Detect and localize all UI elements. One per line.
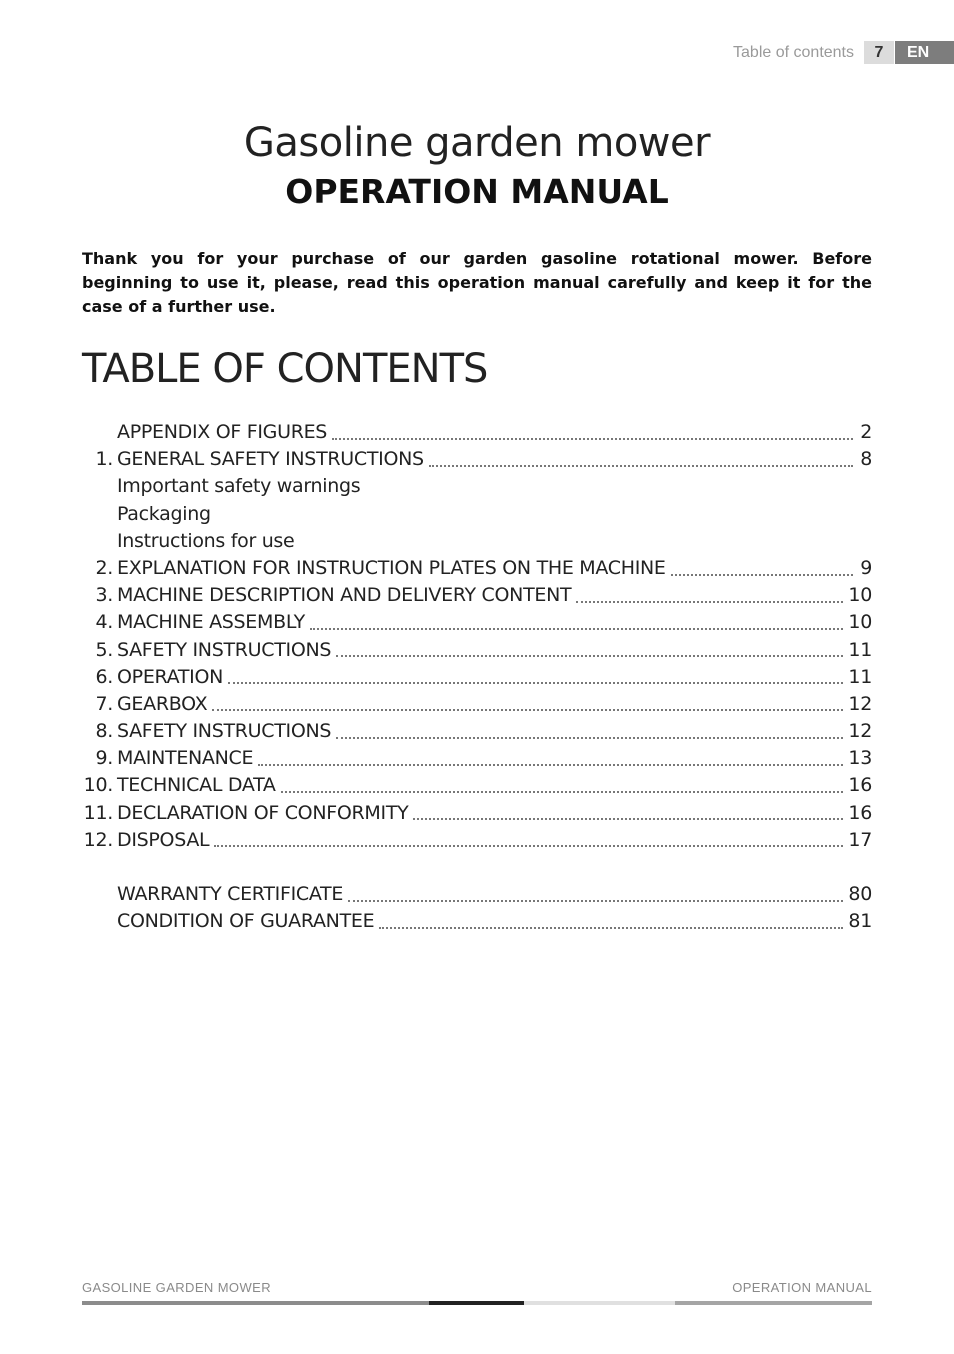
footer-bar-segment — [429, 1301, 524, 1305]
toc-entry-title: DISPOSAL — [117, 828, 210, 851]
footer-bar-segment — [675, 1301, 872, 1305]
toc-entry-title: SAFETY INSTRUCTIONS — [117, 638, 332, 661]
toc-entry-number: 11. — [83, 801, 113, 824]
toc-entry-number: 5. — [95, 638, 113, 661]
toc-dot-leader — [336, 737, 843, 739]
toc-entry-number: 4. — [95, 611, 113, 634]
toc-dot-leader — [214, 845, 843, 847]
footer-right-label: OPERATION MANUAL — [732, 1280, 872, 1295]
document-title: Gasoline garden mower — [243, 120, 711, 166]
table-of-contents — [82, 419, 872, 936]
toc-entry[interactable] — [82, 691, 872, 718]
toc-entry-title: Packaging — [117, 502, 211, 525]
toc-entry-number: 6. — [95, 665, 113, 688]
toc-entry-title: WARRANTY CERTIFICATE — [117, 883, 344, 906]
toc-dot-leader — [332, 438, 853, 440]
toc-entry-title: EXPLANATION FOR INSTRUCTION PLATES ON THE MACHINE — [117, 556, 666, 579]
toc-heading: TABLE OF CONTENTS — [82, 346, 488, 392]
toc-dot-leader — [379, 927, 843, 929]
toc-entry-number: 1. — [95, 448, 113, 471]
footer-bar — [82, 1301, 872, 1305]
toc-entry-page: 8 — [860, 448, 872, 471]
toc-entry[interactable] — [82, 528, 872, 555]
toc-entry-number: 3. — [95, 584, 113, 607]
toc-entry-page: 10 — [848, 584, 872, 607]
toc-dot-leader — [228, 682, 843, 684]
toc-dot-leader — [671, 574, 853, 576]
toc-entry-title: APPENDIX OF FIGURES — [117, 421, 328, 443]
toc-entry[interactable] — [82, 582, 872, 609]
toc-entry-page: 12 — [848, 692, 872, 715]
toc-entry[interactable] — [82, 718, 872, 745]
toc-entry[interactable] — [82, 637, 872, 664]
toc-entry-title: CONDITION OF GUARANTEE — [117, 910, 375, 933]
toc-entry[interactable] — [82, 609, 872, 636]
toc-entry-page: 13 — [848, 747, 872, 770]
footer-left-label: GASOLINE GARDEN MOWER — [82, 1280, 271, 1295]
toc-entry-page: 12 — [848, 720, 872, 743]
footer-bar-segment — [82, 1301, 429, 1305]
toc-entry[interactable] — [82, 827, 872, 854]
toc-entry-title: TECHNICAL DATA — [117, 774, 276, 797]
toc-entry-title: Important safety warnings — [117, 475, 361, 498]
toc-entry[interactable] — [82, 501, 872, 528]
toc-entry[interactable] — [82, 419, 872, 446]
toc-entry-page: 11 — [848, 665, 872, 688]
toc-entry-title: GEARBOX — [117, 692, 208, 715]
toc-entry-title: OPERATION — [117, 665, 224, 688]
footer-bar-segment — [524, 1301, 675, 1305]
toc-dot-leader — [281, 791, 844, 793]
toc-entry-title: MACHINE DESCRIPTION AND DELIVERY CONTENT — [117, 584, 572, 607]
toc-dot-leader — [429, 465, 853, 467]
toc-entry-number: 12. — [83, 828, 113, 851]
toc-entry-page: 9 — [860, 556, 872, 579]
toc-entry-title: GENERAL SAFETY INSTRUCTIONS — [117, 448, 424, 471]
toc-entry-page: 16 — [848, 801, 872, 824]
toc-entry-page: 11 — [848, 638, 872, 661]
toc-dot-leader — [413, 818, 843, 820]
toc-entry[interactable] — [82, 446, 872, 473]
toc-entry-number: 10. — [83, 774, 113, 797]
toc-entry-page: 16 — [848, 774, 872, 797]
toc-entry-title: MAINTENANCE — [117, 747, 254, 770]
toc-entry-page: 17 — [848, 828, 872, 851]
toc-entry[interactable] — [82, 555, 872, 582]
toc-entry-page: 2 — [860, 421, 872, 443]
document-subtitle: OPERATION MANUAL — [285, 172, 669, 211]
toc-dot-leader — [258, 764, 843, 766]
toc-entry[interactable] — [82, 745, 872, 772]
language-badge: EN — [895, 41, 954, 64]
toc-entry[interactable] — [82, 772, 872, 799]
toc-entry[interactable] — [82, 664, 872, 691]
toc-entry[interactable] — [82, 473, 872, 500]
toc-entry-page: 80 — [848, 883, 872, 906]
toc-dot-leader — [310, 628, 844, 630]
toc-dot-leader — [212, 709, 843, 711]
toc-entry-page: 81 — [848, 910, 872, 933]
toc-entry-title: Instructions for use — [117, 529, 295, 552]
header-section-label: Table of contents — [733, 44, 854, 61]
toc-entry-page: 10 — [848, 611, 872, 634]
toc-dot-leader — [576, 601, 843, 603]
toc-entry[interactable] — [82, 800, 872, 827]
toc-entry-title: SAFETY INSTRUCTIONS — [117, 720, 332, 743]
toc-entry[interactable] — [82, 908, 872, 935]
toc-entry[interactable] — [82, 881, 872, 908]
toc-entry-title: MACHINE ASSEMBLY — [117, 611, 305, 634]
toc-entry-title: DECLARATION OF CONFORMITY — [117, 801, 409, 824]
toc-dot-leader — [348, 900, 843, 902]
toc-dot-leader — [336, 655, 843, 657]
toc-entry-number: 2. — [95, 556, 113, 579]
toc-entry-number: 9. — [95, 747, 113, 770]
toc-entry-number: 8. — [95, 720, 113, 743]
intro-paragraph: Thank you for your purchase of our garden gasoline rotational mower. Before beginning to use it, please, read this operation manual carefully and keep it for the case of a further use. — [82, 249, 872, 316]
toc-entry-number: 7. — [95, 692, 113, 715]
page-number-badge: 7 — [864, 41, 894, 64]
